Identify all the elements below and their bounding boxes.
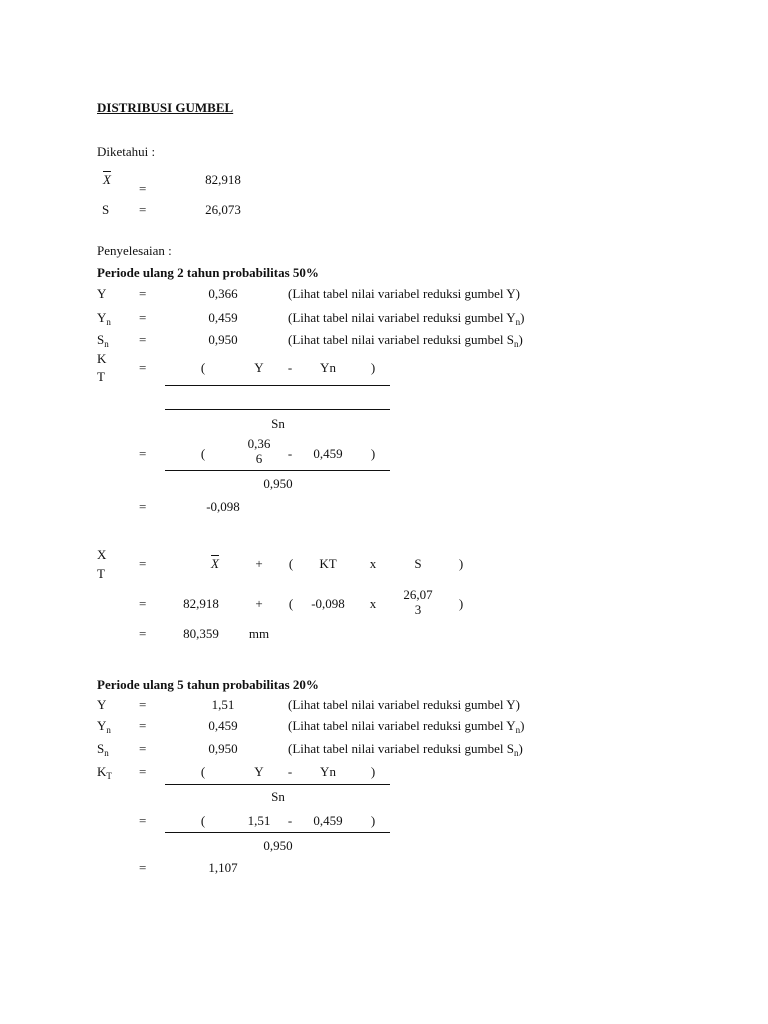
minus-sign: - <box>287 764 293 779</box>
sn-note: (Lihat tabel nilai variabel reduksi gumbel $S_n$) <box>288 741 523 758</box>
sn-value-denominator: 0,950 <box>263 838 293 853</box>
equals-sign: = <box>139 718 147 733</box>
kt-value-term: -0,098 <box>311 596 345 611</box>
section1-heading: Periode ulang 2 tahun probabilitas 50% <box>97 265 319 280</box>
yn-note: (Lihat tabel nilai variabel reduksi gumbel $Y_n$) <box>288 310 525 327</box>
y-symbol: Y <box>97 697 107 712</box>
x-mean-symbol: $\overline{X}$ <box>103 172 111 187</box>
equals-sign: = <box>139 860 147 875</box>
diketahui-label: Diketahui : <box>97 144 156 159</box>
yn-value: 0,459 <box>208 310 238 325</box>
xt-symbol-x: X <box>97 547 107 562</box>
close-paren: ) <box>370 360 376 375</box>
kt-symbol-k: K <box>97 351 107 366</box>
unit-mm: mm <box>248 626 270 641</box>
equals-sign: = <box>139 499 147 514</box>
s-symbol: S <box>102 202 110 217</box>
minus-sign: - <box>287 813 293 828</box>
y-value-term: 1,51 <box>247 813 271 828</box>
xt-symbol-t: T <box>97 566 105 581</box>
sn-value: 0,950 <box>208 741 238 756</box>
equals-sign: = <box>139 556 147 571</box>
yn-value-term: 0,459 <box>313 813 343 828</box>
fraction-rule <box>165 832 390 833</box>
times-sign: x <box>369 556 377 571</box>
times-sign: x <box>369 596 377 611</box>
sn-value-denominator: 0,950 <box>263 476 293 491</box>
s-value-wrapped: 26,07 3 <box>403 587 433 617</box>
yn-symbol: $Y_n$ <box>97 310 111 327</box>
y-term: Y <box>254 764 264 779</box>
fraction-rule <box>165 385 390 386</box>
plus-sign: + <box>255 556 263 571</box>
kt-result: -0,098 <box>206 499 240 514</box>
plus-sign: + <box>255 596 263 611</box>
kt-symbol-t: T <box>97 369 105 384</box>
x-mean-value: 82,918 <box>205 172 241 187</box>
fraction-rule <box>165 409 390 410</box>
equals-sign: = <box>139 181 147 196</box>
fraction-rule <box>165 784 390 785</box>
s-term: S <box>414 556 422 571</box>
equals-sign: = <box>139 360 147 375</box>
sn-value: 0,950 <box>208 332 238 347</box>
kt-result: 1,107 <box>208 860 238 875</box>
fraction-rule <box>165 470 390 471</box>
close-paren: ) <box>458 556 464 571</box>
equals-sign: = <box>139 332 147 347</box>
kt-term: KT <box>319 556 337 571</box>
y-symbol: Y <box>97 286 107 301</box>
yn-value-term: 0,459 <box>313 446 343 461</box>
equals-sign: = <box>139 202 147 217</box>
penyelesaian-label: Penyelesaian : <box>97 243 172 258</box>
sn-denominator: Sn <box>271 789 285 804</box>
yn-term: Yn <box>320 764 336 779</box>
minus-sign: - <box>287 446 293 461</box>
kt-symbol: $K_T$ <box>97 764 112 781</box>
equals-sign: = <box>139 764 147 779</box>
open-paren: ( <box>288 556 294 571</box>
sn-note: (Lihat tabel nilai variabel reduksi gumbel $S_n$) <box>288 332 523 349</box>
sn-symbol: $S_n$ <box>97 332 109 349</box>
close-paren: ) <box>458 596 464 611</box>
close-paren: ) <box>370 813 376 828</box>
open-paren: ( <box>200 813 206 828</box>
x-mean-value-term: 82,918 <box>183 596 219 611</box>
xt-result: 80,359 <box>183 626 219 641</box>
equals-sign: = <box>139 596 147 611</box>
y-value: 1,51 <box>211 697 235 712</box>
sn-denominator: Sn <box>271 416 285 431</box>
x-mean-term: $\overline{X}$ <box>211 556 219 571</box>
open-paren: ( <box>200 360 206 375</box>
y-value-wrapped: 0,36 6 <box>247 436 271 466</box>
equals-sign: = <box>139 310 147 325</box>
open-paren: ( <box>200 764 206 779</box>
y-term: Y <box>254 360 264 375</box>
close-paren: ) <box>370 764 376 779</box>
s-value: 26,073 <box>205 202 241 217</box>
equals-sign: = <box>139 626 147 641</box>
y-note: (Lihat tabel nilai variabel reduksi gumbel Y) <box>288 697 520 712</box>
y-value: 0,366 <box>208 286 238 301</box>
yn-term: Yn <box>320 360 336 375</box>
yn-value: 0,459 <box>208 718 238 733</box>
yn-symbol: $Y_n$ <box>97 718 111 735</box>
equals-sign: = <box>139 697 147 712</box>
open-paren: ( <box>288 596 294 611</box>
section2-heading: Periode ulang 5 tahun probabilitas 20% <box>97 677 319 692</box>
sn-symbol: $S_n$ <box>97 741 109 758</box>
yn-note: (Lihat tabel nilai variabel reduksi gumbel $Y_n$) <box>288 718 525 735</box>
close-paren: ) <box>370 446 376 461</box>
open-paren: ( <box>200 446 206 461</box>
equals-sign: = <box>139 741 147 756</box>
minus-sign: - <box>287 360 293 375</box>
page-title: DISTRIBUSI GUMBEL <box>97 100 234 115</box>
equals-sign: = <box>139 446 147 461</box>
y-note: (Lihat tabel nilai variabel reduksi gumbel Y) <box>288 286 520 301</box>
equals-sign: = <box>139 813 147 828</box>
equals-sign: = <box>139 286 147 301</box>
